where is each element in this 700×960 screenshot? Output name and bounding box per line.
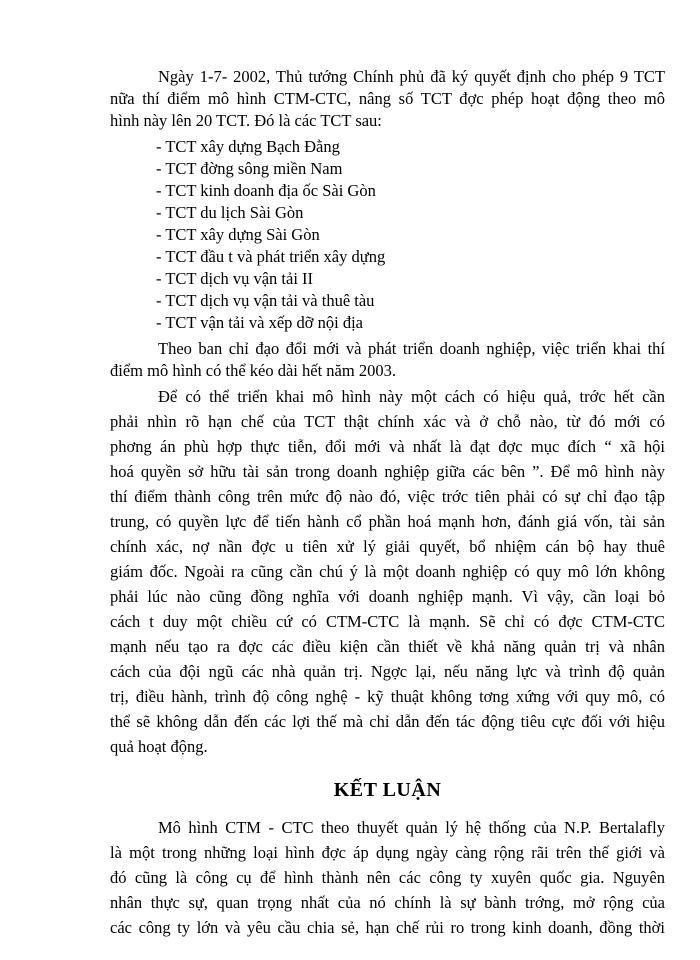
paragraph-3-line: cách t duy một chiều cứ có CTM-CTC là mạnh. Sẽ chỉ có đợc CTM-CTC — [110, 612, 665, 631]
paragraph-3-line: thí điểm thành công trên mức độ nào đó, việc trớc tiên phải có sự chỉ đạo tập — [110, 487, 665, 506]
conclusion-line: Mô hình CTM - CTC theo thuyết quản lý hệ thống của N.P. Bertalafly — [158, 818, 665, 837]
paragraph-3-line: thể sẽ không dẫn đến các lợi thế mà chỉ dẫn đến tác động tiêu cực đối với hiệu — [110, 712, 665, 731]
list-item: - TCT đầu t và phát triển xây dựng — [156, 247, 386, 266]
list-item: - TCT đờng sông miền Nam — [156, 159, 343, 178]
list-item: - TCT kinh doanh địa ốc Sài Gòn — [156, 181, 376, 200]
paragraph-3-line: trung, có quyền lực để tiến hành cổ phần hoá mạnh hơn, đánh giá vốn, tài sản — [110, 512, 665, 531]
paragraph-1-line-3: hình này lên 20 TCT. Đó là các TCT sau: — [110, 111, 382, 130]
paragraph-1-line-2: nữa thí điểm mô hình CTM-CTC, nâng số TCT đợc phép hoạt động theo mô — [110, 89, 665, 108]
paragraph-3-line: Để có thể triển khai mô hình này một cách có hiệu quả, trớc hết cần — [158, 387, 665, 406]
paragraph-3-line: trị, điều hành, trình độ công nghệ - kỹ thuật không tơng xứng với quy mô, có — [110, 687, 665, 706]
paragraph-3-line: giám đốc. Ngoài ra cũng cần chú ý là một doanh nghiệp có quy mô lớn không — [110, 562, 665, 581]
list-item: - TCT dịch vụ vận tải II — [156, 269, 314, 288]
paragraph-1-line-1: Ngày 1-7- 2002, Thủ tướng Chính phủ đã ký quyết định cho phép 9 TCT — [158, 67, 665, 86]
list-item: - TCT du lịch Sài Gòn — [156, 203, 304, 222]
conclusion-line: là một trong những loại hình đợc áp dụng ngày càng rộng rãi trên thế giới và — [110, 843, 665, 862]
paragraph-3-line: mạnh nếu tạo ra đợc các điều kiện cần thiết về khả năng quản trị và nhân — [110, 637, 665, 656]
list-item: - TCT xây dựng Sài Gòn — [156, 225, 320, 244]
paragraph-2-line-1: Theo ban chỉ đạo đổi mới và phát triển doanh nghiệp, việc triển khai thí — [158, 339, 665, 358]
list-item: - TCT vận tải và xếp dỡ nội địa — [156, 313, 363, 332]
list-item: - TCT xây dựng Bạch Đằng — [156, 137, 340, 156]
paragraph-2-line-2: điểm mô hình có thể kéo dài hết năm 2003. — [110, 361, 396, 380]
conclusion-line: các công ty lớn và yêu cầu chia sẻ, hạn chế rủi ro trong kinh doanh, đồng thời — [110, 918, 665, 937]
paragraph-3-line: phơng án phù hợp thực tiễn, đổi mới và nhất là đạt đợc mục đích “ xã hội — [110, 437, 665, 456]
paragraph-3-line: hoá quyền sở hữu tài sản trong doanh nghiệp giữa các bên ”. Để mô hình này — [110, 462, 665, 481]
conclusion-line: đó cũng là công cụ để hình thành nên các công ty xuyên quốc gia. Nguyên — [110, 868, 665, 887]
paragraph-3-line: phải nhìn rõ hạn chế của TCT thật chính xác và ở chỗ nào, từ đó mới có — [110, 412, 665, 431]
paragraph-3-line: cách của đội ngũ các nhà quản trị. Ngợc lại, nếu năng lực và trình độ quản — [110, 662, 665, 681]
paragraph-3-line: quả hoạt động. — [110, 737, 208, 756]
section-heading: KẾT LUẬN — [333, 779, 442, 801]
paragraph-3-line: phải lúc nào cũng đồng nghĩa với doanh nghiệp mạnh. Vì vậy, cần loại bỏ — [110, 587, 665, 606]
paragraph-3-line: chính xác, nợ nần đợc u tiên xử lý giải quyết, bổ nhiệm cán bộ hay thuê — [110, 537, 665, 556]
conclusion-line: nhân thực sự, quan trọng nhất của nó chính là sự bành trớng, mở rộng của — [110, 893, 665, 912]
list-item: - TCT dịch vụ vận tải và thuê tàu — [156, 291, 375, 310]
